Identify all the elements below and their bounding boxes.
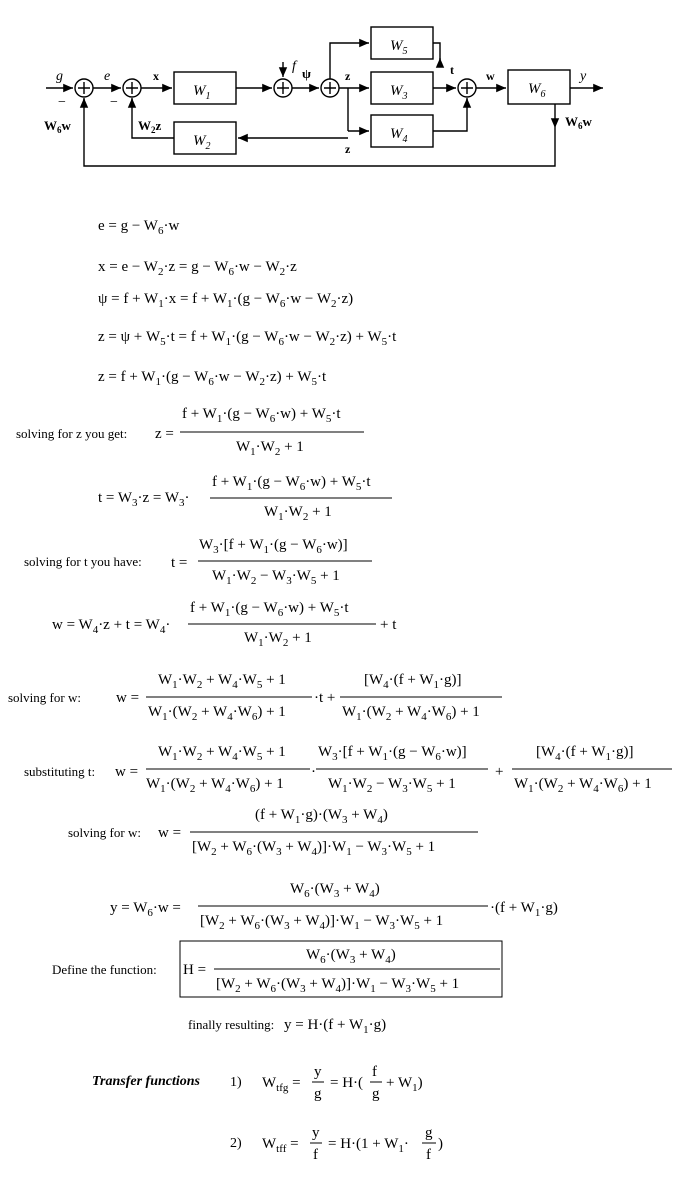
- svg-text:·t +: ·t +: [314, 690, 336, 706]
- svg-text:y: y: [314, 1064, 322, 1080]
- svg-text:W1·W2 − W3·W5 + 1: $W_1\cdot W_2 - W_3\cdot W_5 + 1$: [328, 776, 456, 795]
- svg-text:y: y: [580, 69, 587, 84]
- svg-text:): ): [438, 1136, 443, 1152]
- tf-item-1: 1): [230, 1075, 242, 1090]
- svg-text:t =: t =: [171, 555, 188, 571]
- svg-text:W6·(W3 + W4): $W_6\cdot(W_3 + W_4)$: [306, 947, 396, 966]
- label-solve-w-1: solving for w:: [8, 690, 81, 705]
- svg-text:f + W1·(g − W6·w) + W5·t: $f + W_1\cdot(g - W_6\cdot w) + W_5\cdot t$: [190, 600, 349, 619]
- svg-text:g: g: [372, 1086, 380, 1102]
- svg-text:g: g: [56, 69, 63, 84]
- svg-text:W1·(W2 + W4·W6) + 1: $W_1\cdot(W_2 + W_4\cdot W_6) + 1$: [146, 776, 284, 795]
- svg-text:·(f + W1·g): $\cdot(f + W_1\cdot g)$: [490, 900, 558, 919]
- svg-text:W3·[f + W1·(g − W6·w)]: $W_3\cdot[f + W_1\cdot(g - W_6\cdot w)]$: [318, 744, 467, 763]
- svg-text:W1·(W2 + W4·W6) + 1: $W_1\cdot(W_2 + W_4\cdot W_6) + 1$: [148, 704, 286, 723]
- svg-text:z =: z =: [155, 426, 174, 442]
- transfer-functions-title: Transfer functions: [92, 1074, 201, 1089]
- svg-text:W1·(W2 + W4·W6) + 1: $W_1\cdot(W_2 + W_4\cdot W_6) + 1$: [342, 704, 480, 723]
- svg-text:·: ·: [311, 764, 316, 780]
- svg-text:W1·W2 + W4·W5 + 1: $W_1\cdot W_2 + W_4\cdot W_5 + 1$: [158, 744, 286, 763]
- svg-text:ψ: ψ: [302, 66, 311, 81]
- svg-text:y = H·(f + W1·g): $y = H\cdot(f + W_1\cdot g)$: [284, 1017, 387, 1036]
- svg-text:Wtff =: $W_{tff}$ =: [262, 1136, 299, 1155]
- svg-text:W3: $W_3$: [390, 83, 408, 102]
- svg-text:W1·W2 − W3·W5 + 1: $W_1\cdot W_2 - W_3\cdot W_5 + 1$: [212, 568, 340, 587]
- label-define-function: Define the function:: [52, 962, 157, 977]
- svg-text:y = W6·w =: $y = W_6\cdot w$ =: [110, 900, 181, 919]
- svg-text:−: −: [110, 95, 118, 110]
- svg-text:W1·W2 + 1: $W_1\cdot W_2 + 1$: [244, 630, 312, 649]
- svg-text:(f + W1·g)·(W3 + W4): $(f + W_1\cdot g)\cdot(W_3 + W_4)$: [255, 807, 388, 826]
- svg-text:e = g − W6·w: $e = g - W_6\cdot w$: [98, 218, 180, 237]
- svg-text:W1·W2 + 1: $W_1\cdot W_2 + 1$: [236, 439, 304, 458]
- svg-text:f + W1·(g − W6·w) + W5·t: $f + W_1\cdot(g - W_6\cdot w) + W_5\cdot t$: [182, 406, 341, 425]
- svg-text:w: w: [486, 69, 495, 83]
- svg-text:[W4·(f + W1·g)]: $[W_4\cdot(f + W_1\cdot g)]$: [536, 744, 634, 763]
- label-solve-t: solving for t you have:: [24, 554, 142, 569]
- svg-text:f + W1·(g − W6·w) + W5·t: $f + W_1\cdot(g - W_6\cdot w) + W_5\cdot t$: [212, 474, 371, 493]
- svg-text:W1·(W2 + W4·W6) + 1: $W_1\cdot(W_2 + W_4\cdot W_6) + 1$: [514, 776, 652, 795]
- svg-text:W2z: $W_2z$: [138, 118, 162, 135]
- svg-text:+: +: [495, 764, 504, 780]
- svg-text:f: f: [313, 1147, 318, 1163]
- svg-text:z: z: [345, 142, 351, 156]
- svg-text:g: g: [425, 1125, 433, 1141]
- svg-text:W6: $W_6$: [528, 81, 546, 100]
- svg-text:W6w: $W_6w$: [44, 118, 71, 135]
- svg-text:W6·(W3 + W4): $W_6\cdot(W_3 + W_4)$: [290, 881, 380, 900]
- svg-text:[W2 + W6·(W3 + W4)]·W1 − W3·W5: $[W_2 + W_6\cdot(W_3 + W_4)]\cdot W_1 - W_3\cdot W_5 + 1$: [200, 913, 444, 932]
- svg-text:t = W3·z = W3·: $t = W_3\cdot z = W_3\cdot$: [98, 490, 190, 509]
- svg-text:+ t: + t: [380, 617, 397, 633]
- label-solve-z: solving for z you get:: [16, 426, 128, 441]
- svg-text:w =: w =: [115, 764, 139, 780]
- svg-text:W1·W2 + W4·W5 + 1: $W_1\cdot W_2 + W_4\cdot W_5 + 1$: [158, 672, 286, 691]
- svg-text:W3·[f + W1·(g − W6·w)]: $W_3\cdot[f + W_1\cdot(g - W_6\cdot w)]$: [199, 537, 348, 556]
- svg-text:z = ψ + W5·t = f + W1·(g − W6·: $z = \psi + W_5\cdot t = f + W_1\cdot(g - W_6\cdot w - W_2\cdot z) + W_5\cdot t$: [98, 329, 397, 348]
- svg-text:W2: $W_2$: [193, 133, 211, 152]
- svg-text:+ W1): + $W_1$): [386, 1075, 423, 1094]
- svg-text:W5: $W_5$: [390, 38, 408, 57]
- svg-text:t: t: [450, 63, 454, 77]
- svg-text:W6w: $W_6w$: [565, 114, 592, 131]
- svg-text:w =: w =: [116, 690, 140, 706]
- svg-text:W4: $W_4$: [390, 126, 408, 145]
- svg-text:z: z: [345, 69, 351, 83]
- svg-text:f: f: [426, 1147, 431, 1163]
- svg-text:z = f + W1·(g − W6·w − W2·z) +: $z = f + W_1\cdot(g - W_6\cdot w - W_2\cdot z) + W_5\cdot t$: [98, 369, 327, 388]
- svg-text:W1: $W_1$: [193, 83, 211, 102]
- svg-text:g: g: [314, 1086, 322, 1102]
- label-substituting: substituting t:: [24, 764, 96, 779]
- svg-text:x: x: [153, 69, 159, 83]
- svg-text:x = e − W2·z = g − W6·w − W2·z: $x = e - W_2\cdot z = g - W_6\cdot w - W_2\cdot z$: [98, 259, 297, 278]
- svg-text:w = W4·z + t = W4·: $w = W_4\cdot z + t = W_4\cdot$: [52, 617, 171, 636]
- svg-text:[W2 + W6·(W3 + W4)]·W1 − W3·W5: $[W_2 + W_6\cdot(W_3 + W_4)]\cdot W_1 - W_3\cdot W_5 + 1$: [216, 976, 460, 995]
- svg-text:f: f: [292, 59, 296, 74]
- svg-text:e: e: [104, 69, 111, 84]
- svg-text:y: y: [312, 1125, 320, 1141]
- svg-text:Wtfg =: $W_{tfg}$ =: [262, 1075, 301, 1094]
- label-finally: finally resulting:: [188, 1017, 275, 1032]
- svg-text:= H·(1 + W1·: = $H\cdot(1 + W_1\cdot$: [328, 1136, 409, 1155]
- svg-text:f: f: [372, 1064, 377, 1080]
- svg-text:W1·W2 + 1: $W_1\cdot W_2 + 1$: [264, 504, 332, 523]
- tf-item-2: 2): [230, 1136, 242, 1151]
- svg-text:w =: w =: [158, 825, 182, 841]
- svg-text:= H·(: = H·(: [330, 1075, 364, 1091]
- svg-text:ψ = f + W1·x = f + W1·(g − W6·: $\psi = f + W_1\cdot x = f + W_1\cdot(g - W_6\cdot w - W_2\cdot z)$: [98, 291, 354, 310]
- svg-text:−: −: [58, 95, 66, 110]
- svg-text:[W2 + W6·(W3 + W4)]·W1 − W3·W5: $[W_2 + W_6\cdot(W_3 + W_4)]\cdot W_1 - W_3\cdot W_5 + 1$: [192, 839, 436, 858]
- svg-text:H =: H =: [183, 962, 207, 978]
- svg-text:[W4·(f + W1·g)]: $[W_4\cdot(f + W_1\cdot g)]$: [364, 672, 462, 691]
- label-solve-w-2: solving for w:: [68, 825, 141, 840]
